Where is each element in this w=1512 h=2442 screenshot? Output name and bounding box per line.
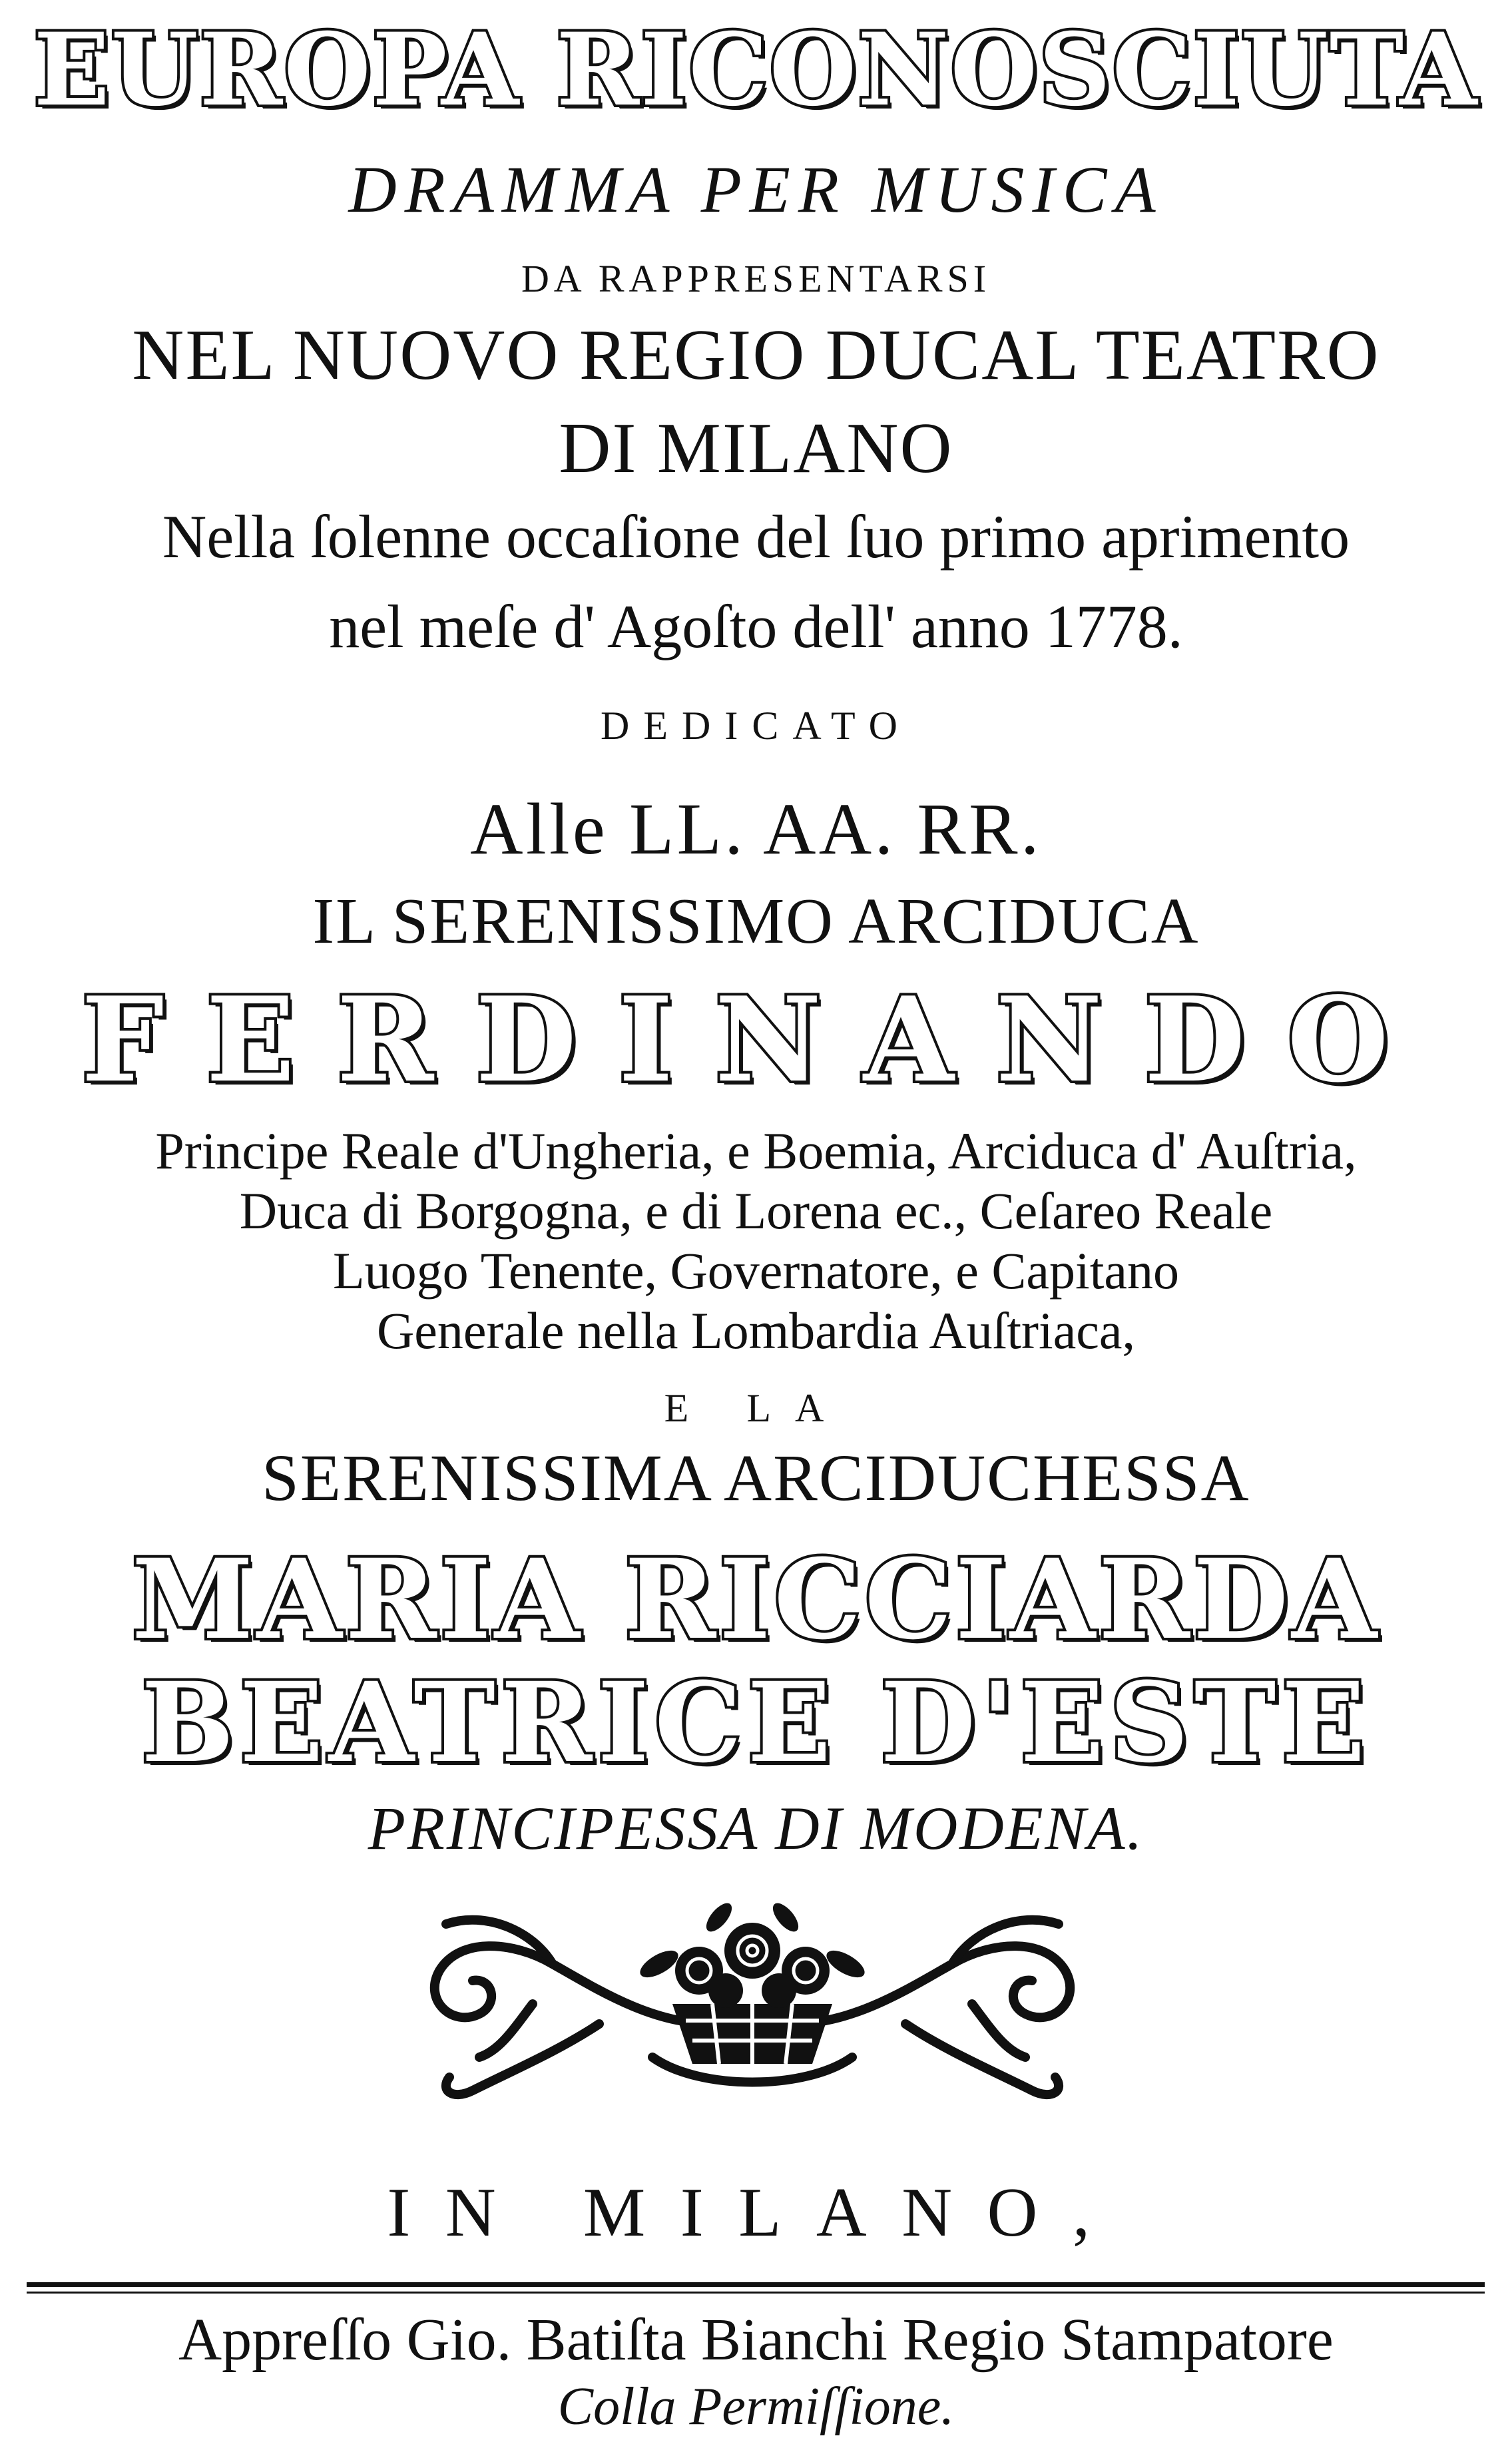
archduchess-name-line-2: BEATRICE D'ESTE bbox=[141, 1658, 1371, 1787]
theatre-line-1: NEL NUOVO REGIO DUCAL TEATRO bbox=[132, 316, 1380, 395]
occasion-line-2: nel meſe d' Agoſto dell' anno 1778. bbox=[329, 593, 1183, 660]
dedication-label: DEDICATO bbox=[601, 704, 911, 748]
performance-line: DA RAPPRESENTARSI bbox=[521, 257, 991, 300]
archduchess-title: SERENISSIMA ARCIDUCHESSA bbox=[262, 1441, 1250, 1515]
divider-rule-thin bbox=[27, 2292, 1485, 2294]
archduke-titles-line-2: Duca di Borgogna, e di Lorena ec., Ceſareo Reale bbox=[239, 1182, 1273, 1240]
floral-basket-ornament-icon bbox=[399, 1891, 1105, 2110]
archduchess-name-line-1: MARIA RICCIARDA bbox=[131, 1535, 1381, 1664]
theatre-line-2: DI MILANO bbox=[559, 409, 953, 488]
subtitle: DRAMMA PER MUSICA bbox=[348, 152, 1164, 226]
title: EUROPA RICONOSCIUTA bbox=[33, 11, 1479, 128]
archduke-titles-line-1: Principe Reale d'Ungheria, e Boemia, Arciduca d' Auſtria, bbox=[155, 1122, 1357, 1180]
divider-rule bbox=[27, 2282, 1485, 2287]
archduke-titles-line-3: Luogo Tenente, Governatore, e Capitano bbox=[332, 1242, 1179, 1300]
dedicatees: Alle LL. AA. RR. bbox=[470, 788, 1042, 869]
permission-line: Colla Permiſſione. bbox=[557, 2377, 955, 2436]
archduke-title: IL SERENISSIMO ARCIDUCA bbox=[312, 885, 1200, 957]
occasion-line-1: Nella ſolenne occaſione del ſuo primo aprimento bbox=[162, 503, 1350, 571]
archduke-titles-line-4: Generale nella Lombardia Auſtriaca, bbox=[376, 1302, 1136, 1359]
archduchess-titles: PRINCIPESSA DI MODENA. bbox=[368, 1794, 1144, 1862]
conjunction: E LA bbox=[664, 1386, 848, 1430]
imprint-place: IN MILANO, bbox=[387, 2173, 1125, 2251]
archduke-name: FERDINANDO bbox=[81, 972, 1431, 1108]
printer-line: Appreſſo Gio. Batiſta Bianchi Regio Stampatore bbox=[178, 2307, 1334, 2373]
